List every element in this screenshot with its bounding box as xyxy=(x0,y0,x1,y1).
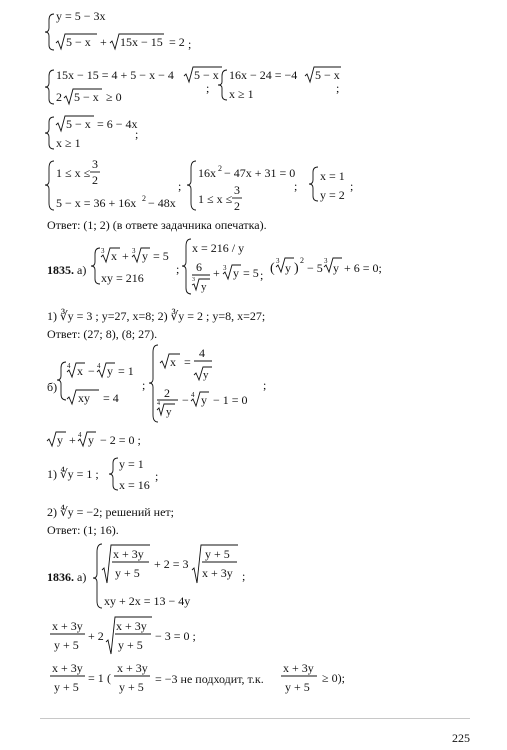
svg-text:x: x xyxy=(170,355,176,369)
svg-text:;: ; xyxy=(142,378,146,392)
svg-text:+ 2: + 2 xyxy=(88,629,104,643)
svg-text:(: ( xyxy=(270,261,275,276)
svg-text:x ≥ 1: x ≥ 1 xyxy=(56,136,81,150)
svg-text:2: 2 xyxy=(300,256,304,265)
svg-text:2: 2 xyxy=(234,199,240,213)
svg-text:4: 4 xyxy=(191,391,195,399)
svg-text:1 ≤ x ≤: 1 ≤ x ≤ xyxy=(198,192,233,206)
formula-system-1 xyxy=(45,9,191,51)
svg-text:= 5: = 5 xyxy=(153,249,169,263)
svg-text:y: y xyxy=(166,406,172,418)
svg-text:16x: 16x xyxy=(198,166,216,180)
answer-line-1835b: Ответ: (1; 16). xyxy=(47,523,119,537)
svg-text:15x − 15: 15x − 15 xyxy=(120,35,163,49)
svg-text:5 − x: 5 − x xyxy=(194,68,219,82)
svg-text:−: − xyxy=(182,393,189,407)
svg-text:;: ; xyxy=(294,179,298,193)
case-1-line: 1) ∜y = 1 ; xyxy=(47,467,99,481)
svg-text:;: ; xyxy=(178,179,182,193)
svg-text:;: ; xyxy=(242,569,246,583)
svg-text:x ≥ 1: x ≥ 1 xyxy=(229,87,254,101)
case-2-line: 2) ∜y = −2; решений нет; xyxy=(47,505,174,519)
svg-text:5 − x: 5 − x xyxy=(74,90,99,104)
svg-text:≥ 0);: ≥ 0); xyxy=(322,671,345,685)
page-number: 225 xyxy=(452,731,470,745)
svg-text:= 1: = 1 xyxy=(118,364,134,378)
svg-text:2: 2 xyxy=(92,173,98,187)
svg-text:− 5: − 5 xyxy=(307,261,323,275)
svg-text:− 48x: − 48x xyxy=(148,196,176,210)
svg-text:5 − x: 5 − x xyxy=(315,68,340,82)
formula-system-4 xyxy=(45,157,353,213)
svg-text:x + 3y: x + 3y xyxy=(283,661,314,675)
formula-1835b-case1 xyxy=(109,457,158,492)
svg-text:y = 1: y = 1 xyxy=(119,457,144,471)
subproblem-b-label: б) xyxy=(47,380,58,394)
svg-text:y: y xyxy=(201,281,207,293)
svg-text:= 6 − 4x: = 6 − 4x xyxy=(97,117,138,131)
svg-text:= 4: = 4 xyxy=(103,391,119,405)
svg-text:x + 3y: x + 3y xyxy=(52,619,83,633)
svg-text:x: x xyxy=(111,249,117,263)
svg-text:x + 3y: x + 3y xyxy=(116,619,147,633)
svg-text:;: ; xyxy=(176,262,180,276)
svg-text:y: y xyxy=(88,433,94,447)
svg-text:y: y xyxy=(107,364,113,378)
svg-text:y: y xyxy=(201,393,207,407)
svg-text:y + 5: y + 5 xyxy=(54,680,79,694)
svg-text:+ 2 = 3: + 2 = 3 xyxy=(154,557,189,571)
svg-text:;: ; xyxy=(188,37,192,51)
subproblem-a-label: а) xyxy=(77,263,87,277)
svg-text:y: y xyxy=(142,249,148,263)
svg-text:;: ; xyxy=(206,81,210,95)
svg-text:y: y xyxy=(333,261,339,275)
svg-text:2: 2 xyxy=(164,386,170,400)
svg-text:x: x xyxy=(77,364,83,378)
subproblem-a-label: а) xyxy=(77,570,87,584)
svg-text:= 5: = 5 xyxy=(243,266,259,280)
svg-text:+: + xyxy=(100,35,107,49)
svg-text:y + 5: y + 5 xyxy=(119,680,144,694)
svg-text:= 2: = 2 xyxy=(169,35,185,49)
svg-text:y: y xyxy=(285,261,291,275)
page-footer-rule xyxy=(40,718,470,719)
svg-text:xy + 2x = 13 − 4y: xy + 2x = 13 − 4y xyxy=(104,594,191,608)
svg-text:x = 216 / y: x = 216 / y xyxy=(192,241,245,255)
svg-text:;: ; xyxy=(336,81,340,95)
svg-text:+ 6 = 0;: + 6 = 0; xyxy=(344,261,382,275)
svg-text:4: 4 xyxy=(199,346,205,360)
svg-text:x + 3y: x + 3y xyxy=(52,661,83,675)
svg-text:x + 3y: x + 3y xyxy=(117,661,148,675)
svg-text:y: y xyxy=(57,433,63,447)
svg-text:): ) xyxy=(294,261,299,276)
svg-text:3: 3 xyxy=(324,257,328,265)
problem-1836-label xyxy=(47,570,86,584)
svg-text:x + 3y: x + 3y xyxy=(113,547,144,561)
svg-text:3: 3 xyxy=(101,247,105,255)
svg-text:− 3 = 0 ;: − 3 = 0 ; xyxy=(155,629,196,643)
svg-text:15x − 15 = 4 + 5 − x − 4: 15x − 15 = 4 + 5 − x − 4 xyxy=(56,68,174,82)
problem-number: 1836. xyxy=(47,570,74,584)
svg-text:y + 5: y + 5 xyxy=(118,638,143,652)
svg-text:−: − xyxy=(88,364,95,378)
svg-text:5 − x: 5 − x xyxy=(66,35,91,49)
problem-1835-label xyxy=(47,263,86,277)
svg-text:=: = xyxy=(184,355,191,369)
problem-number: 1835. xyxy=(47,263,74,277)
svg-text:6: 6 xyxy=(196,260,202,274)
svg-text:5 − x: 5 − x xyxy=(66,117,91,131)
svg-text:3: 3 xyxy=(276,257,280,265)
svg-text:y = 5 − 3x: y = 5 − 3x xyxy=(56,9,106,23)
svg-text:(: ( xyxy=(107,671,111,685)
svg-text:4: 4 xyxy=(157,401,160,407)
svg-text:4: 4 xyxy=(67,362,71,370)
solution-line-1835a: 1) ∛y = 3 ; y=27, x=8; 2) ∛y = 2 ; y=8, x=27; xyxy=(47,309,266,323)
svg-text:3: 3 xyxy=(132,247,136,255)
svg-text:;: ; xyxy=(155,469,159,483)
formula-1835a-system xyxy=(91,239,382,294)
svg-text:+: + xyxy=(69,433,76,447)
svg-text:;: ; xyxy=(350,179,354,193)
formula-1836a-system xyxy=(93,544,245,608)
svg-text:xy: xy xyxy=(78,391,90,405)
svg-text:xy = 216: xy = 216 xyxy=(101,271,144,285)
answer-line-1: Ответ: (1; 2) (в ответе задачника опечатка). xyxy=(47,218,267,232)
svg-text:+: + xyxy=(213,266,220,280)
formula-system-3 xyxy=(45,116,138,150)
svg-text:2: 2 xyxy=(142,194,146,203)
formula-1836-equation xyxy=(50,617,196,654)
answer-line-1835a: Ответ: (27; 8), (8; 27). xyxy=(47,327,158,341)
svg-text:;: ; xyxy=(263,378,267,392)
svg-text:+: + xyxy=(122,249,129,263)
svg-text:− 47x + 31 = 0: − 47x + 31 = 0 xyxy=(224,166,296,180)
svg-text:y + 5: y + 5 xyxy=(54,638,79,652)
formula-1835b-equation xyxy=(47,431,141,447)
formula-1835b-system xyxy=(57,345,266,422)
svg-text:1 ≤ x ≤: 1 ≤ x ≤ xyxy=(56,166,91,180)
svg-text:y + 5: y + 5 xyxy=(205,547,230,561)
svg-text:;: ; xyxy=(260,268,264,282)
svg-text:− 2 = 0 ;: − 2 = 0 ; xyxy=(100,433,141,447)
svg-text:3: 3 xyxy=(92,157,98,171)
svg-text:y = 2: y = 2 xyxy=(320,188,345,202)
svg-text:y: y xyxy=(203,369,209,381)
svg-text:x + 3y: x + 3y xyxy=(202,566,233,580)
svg-text:4: 4 xyxy=(78,431,82,439)
svg-text:5 − x = 36 + 16x: 5 − x = 36 + 16x xyxy=(56,196,137,210)
svg-text:y + 5: y + 5 xyxy=(115,566,140,580)
svg-text:3: 3 xyxy=(234,183,240,197)
svg-text:x = 16: x = 16 xyxy=(119,478,150,492)
svg-text:3: 3 xyxy=(192,277,195,283)
svg-text:y + 5: y + 5 xyxy=(285,680,310,694)
svg-text:2: 2 xyxy=(56,90,62,104)
svg-text:3: 3 xyxy=(223,264,227,272)
formula-system-2 xyxy=(45,67,341,104)
not-suitable-note: = −3 не подходит, т.к. xyxy=(155,672,264,686)
svg-text:y: y xyxy=(233,266,239,280)
svg-text:− 1 = 0: − 1 = 0 xyxy=(213,393,248,407)
svg-text:x = 1: x = 1 xyxy=(320,169,345,183)
svg-text:2: 2 xyxy=(218,164,222,173)
svg-text:;: ; xyxy=(135,127,139,141)
svg-text:≥ 0: ≥ 0 xyxy=(106,90,122,104)
svg-text:= 1: = 1 xyxy=(88,671,104,685)
svg-text:4: 4 xyxy=(97,362,101,370)
svg-text:16x − 24 = −4: 16x − 24 = −4 xyxy=(229,68,298,82)
